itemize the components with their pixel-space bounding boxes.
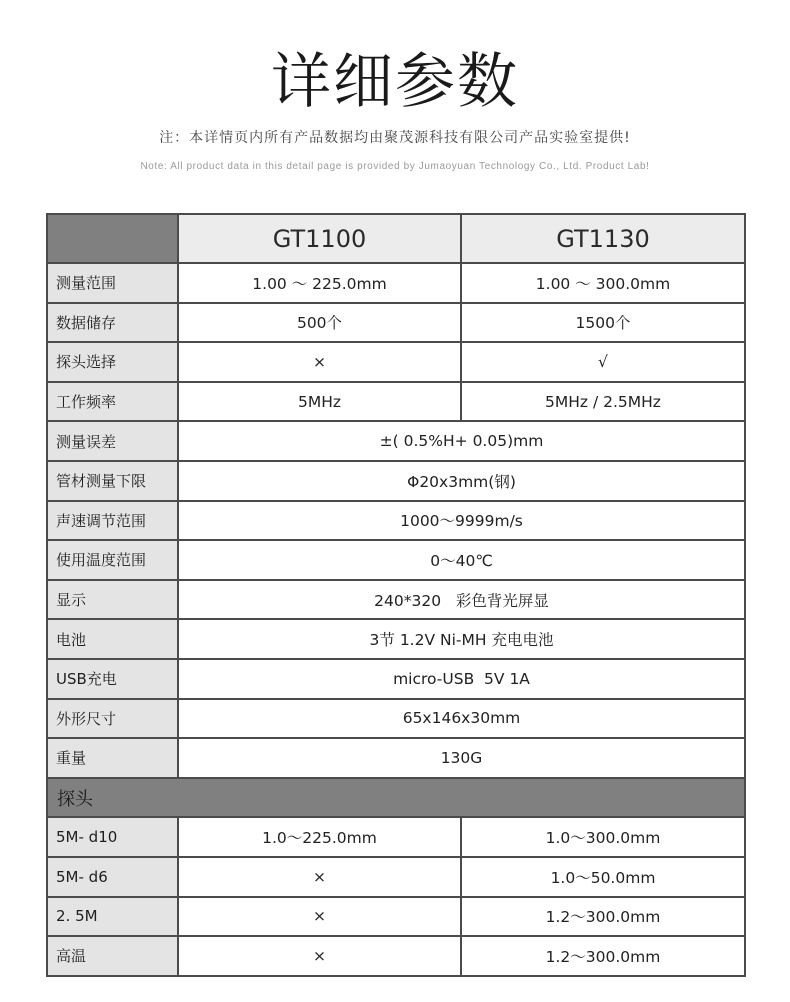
cell-gt1100: × bbox=[178, 342, 461, 382]
table-row bbox=[47, 540, 745, 580]
cell-gt1130: 1.00 ～ 300.0mm bbox=[461, 263, 745, 303]
row-label: 工作频率 bbox=[47, 382, 178, 422]
probe-section-title: 探头 bbox=[47, 778, 745, 818]
cell-gt1130: 1.0～300.0mm bbox=[461, 817, 745, 857]
row-label: USB充电 bbox=[47, 659, 178, 699]
cell-gt1130: 1.2～300.0mm bbox=[461, 936, 745, 976]
row-label: 显示 bbox=[47, 580, 178, 620]
cell-gt1100: × bbox=[178, 857, 461, 897]
cell-gt1130: √ bbox=[461, 342, 745, 382]
table-row bbox=[47, 461, 745, 501]
cell-gt1100: 1.00 ～ 225.0mm bbox=[178, 263, 461, 303]
table-row bbox=[47, 857, 745, 897]
cell-gt1100: 500个 bbox=[178, 303, 461, 343]
row-label: 测量误差 bbox=[47, 421, 178, 461]
row-label: 重量 bbox=[47, 738, 178, 778]
cell-shared: 65x146x30mm bbox=[178, 699, 745, 739]
row-label: 使用温度范围 bbox=[47, 540, 178, 580]
cell-shared: 1000～9999m/s bbox=[178, 501, 745, 541]
cell-shared: 240*320 彩色背光屏显 bbox=[178, 580, 745, 620]
probe-section-header bbox=[47, 778, 745, 818]
probe-label: 5M- d10 bbox=[47, 817, 178, 857]
table-row bbox=[47, 382, 745, 422]
table-row bbox=[47, 342, 745, 382]
probe-label: 5M- d6 bbox=[47, 857, 178, 897]
cell-gt1130: 1.2～300.0mm bbox=[461, 897, 745, 937]
table-row bbox=[47, 817, 745, 857]
table-row bbox=[47, 303, 745, 343]
note-chinese: 注：本详情页内所有产品数据均由聚茂源科技有限公司产品实验室提供! bbox=[159, 130, 631, 146]
cell-gt1130: 1.0～50.0mm bbox=[461, 857, 745, 897]
table-row bbox=[47, 659, 745, 699]
table-row bbox=[47, 421, 745, 461]
cell-shared: 130G bbox=[178, 738, 745, 778]
note-english: Note: All product data in this detail page is provided by Jumaoyuan Technology Co., Ltd. Product Lab! bbox=[140, 161, 650, 172]
table-row bbox=[47, 699, 745, 739]
row-label: 测量范围 bbox=[47, 263, 178, 303]
table-row bbox=[47, 501, 745, 541]
cell-shared: 0～40℃ bbox=[178, 540, 745, 580]
row-label: 声速调节范围 bbox=[47, 501, 178, 541]
probe-label: 2. 5M bbox=[47, 897, 178, 937]
cell-gt1100: × bbox=[178, 897, 461, 937]
cell-gt1130: 1500个 bbox=[461, 303, 745, 343]
row-label: 探头选择 bbox=[47, 342, 178, 382]
row-label: 数据储存 bbox=[47, 303, 178, 343]
cell-gt1100: 5MHz bbox=[178, 382, 461, 422]
cell-shared: micro-USB 5V 1A bbox=[178, 659, 745, 699]
model-gt1100-header: GT1100 bbox=[178, 214, 461, 263]
spec-table bbox=[46, 213, 746, 977]
cell-shared: 3节 1.2V Ni-MH 充电电池 bbox=[178, 619, 745, 659]
cell-gt1100: 1.0～225.0mm bbox=[178, 817, 461, 857]
table-row bbox=[47, 738, 745, 778]
header-corner-cell bbox=[47, 214, 178, 263]
cell-shared: Φ20x3mm(钢) bbox=[178, 461, 745, 501]
table-row bbox=[47, 619, 745, 659]
model-gt1130-header: GT1130 bbox=[461, 214, 745, 263]
table-row bbox=[47, 263, 745, 303]
table-header-row bbox=[47, 214, 745, 263]
probe-label: 高温 bbox=[47, 936, 178, 976]
page-title: 详细参数 bbox=[271, 47, 519, 117]
cell-gt1100: × bbox=[178, 936, 461, 976]
table-row bbox=[47, 897, 745, 937]
cell-gt1130: 5MHz / 2.5MHz bbox=[461, 382, 745, 422]
row-label: 管材测量下限 bbox=[47, 461, 178, 501]
table-row bbox=[47, 936, 745, 976]
row-label: 外形尺寸 bbox=[47, 699, 178, 739]
row-label: 电池 bbox=[47, 619, 178, 659]
table-row bbox=[47, 580, 745, 620]
cell-shared: ±( 0.5%H+ 0.05)mm bbox=[178, 421, 745, 461]
